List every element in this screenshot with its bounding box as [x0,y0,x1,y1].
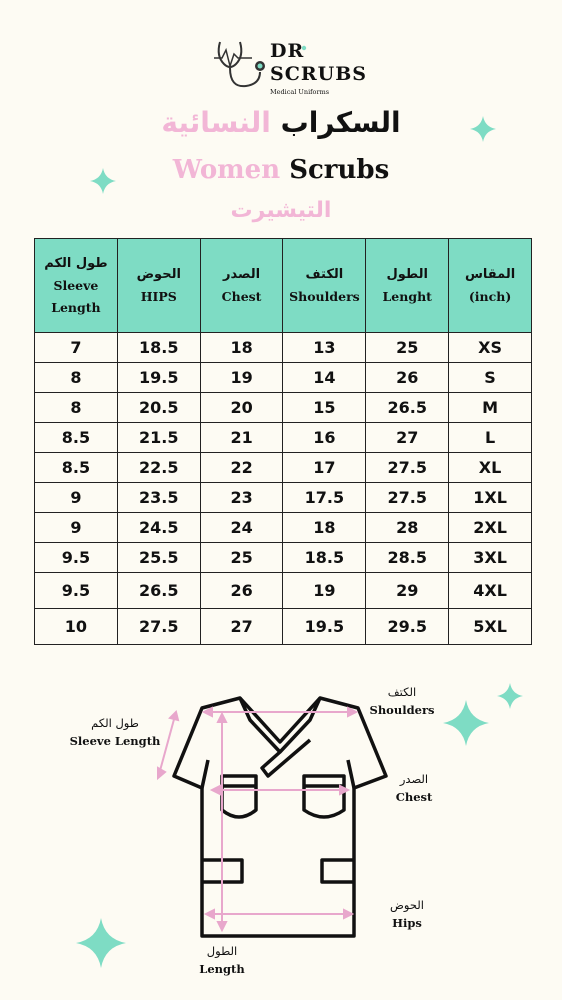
table-cell: 19.5 [117,363,200,393]
table-cell: 18 [200,333,283,363]
table-cell: 17.5 [283,483,366,513]
table-cell: XS [449,333,532,363]
size-chart-table [34,238,532,645]
table-cell: 20.5 [117,393,200,423]
table-cell: 24 [200,513,283,543]
header-shoulders: الكتف Shoulders [283,239,366,333]
table-cell: 21 [200,423,283,453]
subtitle-arabic: التيشيرت [230,198,332,223]
label-length: الطول Length [199,944,245,977]
table-cell: 9.5 [35,573,118,609]
header-hips: الحوض HIPS [117,239,200,333]
table-cell: 10 [35,609,118,645]
brand-name-line2: SCRUBS [270,63,367,85]
table-cell: 25 [200,543,283,573]
table-cell: 9 [35,513,118,543]
table-cell: XL [449,453,532,483]
table-cell: 14 [283,363,366,393]
title-arabic-part1: السكراب [280,106,401,139]
table-row [35,393,532,423]
table-cell: 26.5 [366,393,449,423]
title-english-part1: Women [172,155,281,185]
title-english-part2: Scrubs [289,155,390,185]
table-cell: 4XL [449,573,532,609]
table-row [35,363,532,393]
table-cell: 17 [283,453,366,483]
title-arabic-part2: النسائية [161,106,271,139]
label-hips: الحوض Hips [390,898,424,931]
table-row [35,513,532,543]
table-cell: 9 [35,483,118,513]
table-row [35,423,532,453]
table-cell: 2XL [449,513,532,543]
table-cell: 28 [366,513,449,543]
table-cell: 19 [200,363,283,393]
table-cell: 13 [283,333,366,363]
table-row [35,573,532,609]
label-sleeve-length: طول الكم Sleeve Length [69,716,161,749]
header-length: الطول Lenght [366,239,449,333]
table-cell: 27 [200,609,283,645]
table-row [35,453,532,483]
sparkle-icon [470,116,496,142]
table-cell: 5XL [449,609,532,645]
table-cell: 26 [366,363,449,393]
table-cell: 15 [283,393,366,423]
header-sleeve-length: طول الكم Sleeve Length [35,239,118,333]
table-cell: M [449,393,532,423]
table-cell: 26.5 [117,573,200,609]
table-cell: 26 [200,573,283,609]
label-chest: الصدر Chest [395,772,433,805]
table-cell: 29.5 [366,609,449,645]
table-cell: L [449,423,532,453]
table-cell: S [449,363,532,393]
title-english [0,155,562,185]
table-cell: 18.5 [117,333,200,363]
header-size: المقاس (inch) [449,239,532,333]
table-cell: 27 [366,423,449,453]
table-cell: 22.5 [117,453,200,483]
sparkle-icon [76,918,126,968]
table-cell: 18 [283,513,366,543]
scrub-shirt-diagram [150,690,410,950]
sparkle-icon [497,683,523,709]
table-cell: 20 [200,393,283,423]
table-header-row [35,239,532,333]
table-cell: 23.5 [117,483,200,513]
table-cell: 21.5 [117,423,200,453]
sparkle-icon [90,168,116,194]
table-cell: 25.5 [117,543,200,573]
table-cell: 19 [283,573,366,609]
sparkle-icon [443,700,489,746]
table-cell: 7 [35,333,118,363]
table-row [35,333,532,363]
table-cell: 27.5 [117,609,200,645]
table-cell: 24.5 [117,513,200,543]
table-cell: 8.5 [35,453,118,483]
table-cell: 16 [283,423,366,453]
header-chest: الصدر Chest [200,239,283,333]
table-cell: 28.5 [366,543,449,573]
table-cell: 8 [35,393,118,423]
table-cell: 22 [200,453,283,483]
table-cell: 3XL [449,543,532,573]
brand-name-line1: DR [270,40,305,62]
table-cell: 8.5 [35,423,118,453]
brand-tagline: Medical Uniforms [270,88,330,96]
table-cell: 27.5 [366,453,449,483]
table-row [35,483,532,513]
label-shoulders: الكتف Shoulders [369,685,435,718]
table-row [35,609,532,645]
table-cell: 1XL [449,483,532,513]
table-cell: 25 [366,333,449,363]
table-cell: 23 [200,483,283,513]
table-cell: 19.5 [283,609,366,645]
table-cell: 29 [366,573,449,609]
table-cell: 18.5 [283,543,366,573]
table-cell: 27.5 [366,483,449,513]
table-cell: 8 [35,363,118,393]
table-cell: 9.5 [35,543,118,573]
table-row [35,543,532,573]
